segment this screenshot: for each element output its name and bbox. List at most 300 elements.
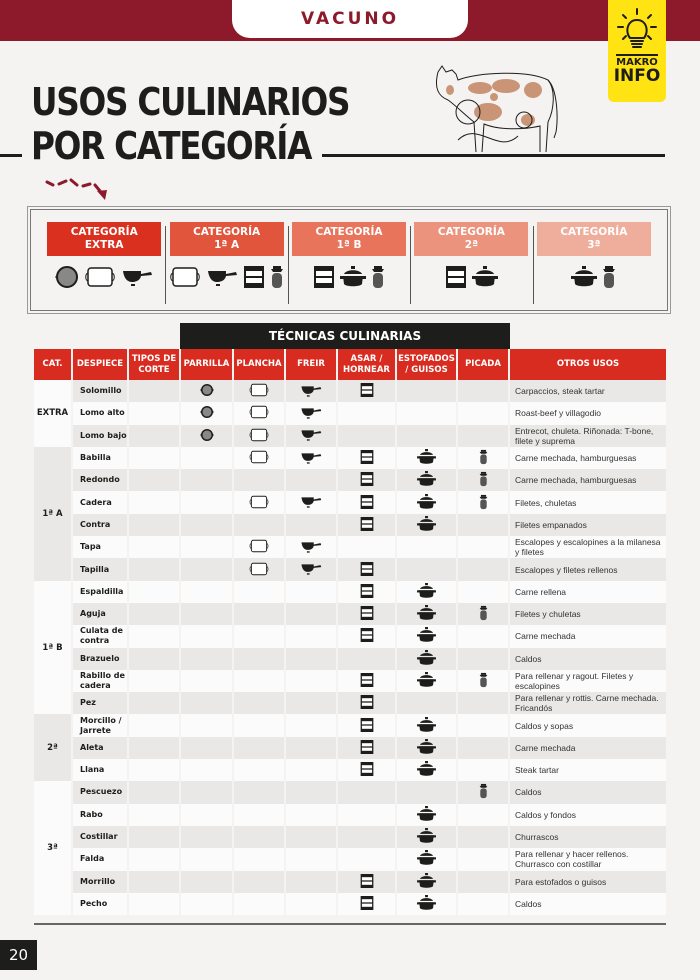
freir-cell <box>285 402 337 424</box>
estofados-cell <box>396 648 457 670</box>
despiece-cell: Tapa <box>72 536 128 558</box>
pot-icon <box>417 516 436 532</box>
despiece-cell: Rabo <box>72 804 128 826</box>
mincer-icon <box>479 449 488 465</box>
col-despiece: DESPIECE <box>72 349 128 380</box>
pot-icon <box>417 873 436 889</box>
asar-cell <box>337 714 396 736</box>
tipos-corte-cell <box>128 893 180 915</box>
asar-cell <box>337 536 396 558</box>
oven-icon <box>243 265 265 289</box>
plancha-cell <box>233 625 285 647</box>
otros-usos-cell: Caldos y sopas <box>509 714 666 736</box>
pot-icon <box>417 672 436 688</box>
parrilla-cell <box>180 402 233 424</box>
otros-usos-cell: Carne mechada <box>509 737 666 759</box>
otros-usos-cell: Para rellenar y rottis. Carne mechada. Fricandós <box>509 692 666 714</box>
estofados-cell <box>396 759 457 781</box>
plancha-cell <box>233 447 285 469</box>
freir-cell <box>285 603 337 625</box>
tipos-corte-cell <box>128 670 180 692</box>
plancha-cell <box>233 714 285 736</box>
picada-cell <box>457 692 509 714</box>
page-title-line2: POR CATEGORÍA <box>31 124 312 168</box>
picada-cell <box>457 625 509 647</box>
plancha-cell <box>233 491 285 513</box>
asar-cell <box>337 558 396 580</box>
estofados-cell <box>396 871 457 893</box>
estofados-cell <box>396 447 457 469</box>
freir-cell <box>285 447 337 469</box>
pot-icon <box>417 739 436 755</box>
oven-icon <box>360 761 374 777</box>
griddle-icon <box>248 450 270 464</box>
freir-cell <box>285 625 337 647</box>
otros-usos-cell: Churrascos <box>509 826 666 848</box>
parrilla-cell <box>180 491 233 513</box>
estofados-cell <box>396 402 457 424</box>
tipos-corte-cell <box>128 714 180 736</box>
picada-cell <box>457 447 509 469</box>
picada-cell <box>457 804 509 826</box>
tecnicas-culinarias-header: TÉCNICAS CULINARIAS <box>180 323 510 349</box>
tipos-corte-cell <box>128 692 180 714</box>
tipos-corte-cell <box>128 737 180 759</box>
freir-cell <box>285 826 337 848</box>
otros-usos-cell: Escalopes y filetes rellenos <box>509 558 666 580</box>
asar-cell <box>337 402 396 424</box>
table-row <box>34 558 666 580</box>
table-row <box>34 692 666 714</box>
tipos-corte-cell <box>128 826 180 848</box>
pot-icon <box>417 471 436 487</box>
parrilla-cell <box>180 737 233 759</box>
freir-cell <box>285 514 337 536</box>
freir-cell <box>285 804 337 826</box>
oven-icon <box>360 605 374 621</box>
freir-cell <box>285 893 337 915</box>
category-cell: 3ª <box>34 781 72 915</box>
freir-cell <box>285 469 337 491</box>
despiece-cell: Brazuelo <box>72 648 128 670</box>
asar-cell <box>337 491 396 513</box>
table-row <box>34 759 666 781</box>
tipos-corte-cell <box>128 491 180 513</box>
table-row <box>34 380 666 402</box>
tipos-corte-cell <box>128 603 180 625</box>
picada-cell <box>457 848 509 870</box>
picada-cell <box>457 871 509 893</box>
pot-icon <box>417 895 436 911</box>
pot-icon <box>571 266 597 288</box>
table-bottom-rule <box>34 923 666 925</box>
oven-icon <box>360 471 374 487</box>
estofados-cell <box>396 581 457 603</box>
parrilla-cell <box>180 648 233 670</box>
picada-cell <box>457 603 509 625</box>
griddle-icon <box>248 383 270 397</box>
table-row <box>34 603 666 625</box>
plancha-cell <box>233 558 285 580</box>
asar-cell <box>337 603 396 625</box>
makro-info-badge <box>608 0 666 102</box>
freir-cell <box>285 714 337 736</box>
freir-cell <box>285 871 337 893</box>
frying-pan-icon <box>300 405 322 420</box>
freir-cell <box>285 781 337 803</box>
parrilla-cell <box>180 871 233 893</box>
table-row <box>34 514 666 536</box>
griddle-icon <box>248 495 270 509</box>
page-number: 20 <box>0 940 37 970</box>
freir-cell <box>285 581 337 603</box>
otros-usos-cell: Filetes empanados <box>509 514 666 536</box>
despiece-cell: Babilla <box>72 447 128 469</box>
oven-icon <box>360 382 374 398</box>
estofados-cell <box>396 893 457 915</box>
tipos-corte-cell <box>128 648 180 670</box>
asar-cell <box>337 848 396 870</box>
pot-icon <box>417 605 436 621</box>
plancha-cell <box>233 759 285 781</box>
category-cell: EXTRA <box>34 380 72 447</box>
mincer-icon <box>270 265 284 289</box>
asar-cell <box>337 692 396 714</box>
plancha-cell <box>233 648 285 670</box>
plancha-cell <box>233 692 285 714</box>
mincer-icon <box>479 494 488 510</box>
despiece-cell: Cadera <box>72 491 128 513</box>
oven-icon <box>360 717 374 733</box>
table-row <box>34 469 666 491</box>
despiece-cell: Culata de contra <box>72 625 128 647</box>
otros-usos-cell: Carne mechada, hamburguesas <box>509 469 666 491</box>
freir-cell <box>285 425 337 447</box>
oven-icon <box>445 265 467 289</box>
decorative-arrow-dashes <box>45 176 115 206</box>
griddle-icon <box>169 266 201 288</box>
table-row <box>34 781 666 803</box>
despiece-cell: Morrillo <box>72 871 128 893</box>
culinary-uses-table <box>34 349 666 915</box>
freir-cell <box>285 692 337 714</box>
parrilla-cell <box>180 380 233 402</box>
asar-cell <box>337 581 396 603</box>
otros-usos-cell: Para rellenar y ragout. Filetes y escalopines <box>509 670 666 692</box>
griddle-icon <box>84 266 116 288</box>
col-plancha: PLANCHA <box>233 349 285 380</box>
pot-icon <box>417 449 436 465</box>
otros-usos-cell: Caldos <box>509 781 666 803</box>
plancha-cell <box>233 871 285 893</box>
plancha-cell <box>233 781 285 803</box>
despiece-cell: Falda <box>72 848 128 870</box>
col-estofados: ESTOFADOS / GUISOS <box>396 349 457 380</box>
asar-cell <box>337 425 396 447</box>
despiece-cell: Rabillo de cadera <box>72 670 128 692</box>
category-2 <box>410 222 532 310</box>
category-label: CATEGORÍA 1ª B <box>292 222 406 256</box>
despiece-cell: Solomillo <box>72 380 128 402</box>
picada-cell <box>457 714 509 736</box>
tipos-corte-cell <box>128 402 180 424</box>
otros-usos-cell: Filetes y chuletas <box>509 603 666 625</box>
estofados-cell <box>396 692 457 714</box>
tipos-corte-cell <box>128 447 180 469</box>
frying-pan-icon <box>300 383 322 398</box>
parrilla-cell <box>180 581 233 603</box>
category-extra <box>43 222 165 310</box>
parrilla-cell <box>180 714 233 736</box>
picada-cell <box>457 781 509 803</box>
table-row <box>34 737 666 759</box>
estofados-cell <box>396 514 457 536</box>
otros-usos-cell: Caldos <box>509 648 666 670</box>
freir-cell <box>285 380 337 402</box>
estofados-cell <box>396 826 457 848</box>
despiece-cell: Lomo bajo <box>72 425 128 447</box>
asar-cell <box>337 469 396 491</box>
category-cell: 2ª <box>34 714 72 781</box>
pot-icon <box>417 583 436 599</box>
tipos-corte-cell <box>128 469 180 491</box>
plancha-cell <box>233 848 285 870</box>
table-row <box>34 447 666 469</box>
col-freir: FREIR <box>285 349 337 380</box>
despiece-cell: Tapilla <box>72 558 128 580</box>
pot-icon <box>417 494 436 510</box>
lightbulb-icon <box>617 8 657 50</box>
asar-cell <box>337 759 396 781</box>
pot-icon <box>417 650 436 666</box>
tipos-corte-cell <box>128 425 180 447</box>
grill-icon <box>200 383 214 397</box>
parrilla-cell <box>180 425 233 447</box>
picada-cell <box>457 514 509 536</box>
asar-cell <box>337 871 396 893</box>
asar-cell <box>337 737 396 759</box>
otros-usos-cell: Para estofados o guisos <box>509 871 666 893</box>
tipos-corte-cell <box>128 581 180 603</box>
table-row <box>34 826 666 848</box>
pot-icon <box>417 850 436 866</box>
category-label: CATEGORÍA 1ª A <box>170 222 284 256</box>
parrilla-cell <box>180 692 233 714</box>
picada-cell <box>457 648 509 670</box>
table-row <box>34 491 666 513</box>
asar-cell <box>337 447 396 469</box>
parrilla-cell <box>180 759 233 781</box>
category-cell: 1ª B <box>34 581 72 715</box>
oven-icon <box>360 494 374 510</box>
asar-cell <box>337 648 396 670</box>
tipos-corte-cell <box>128 871 180 893</box>
otros-usos-cell: Steak tartar <box>509 759 666 781</box>
freir-cell <box>285 737 337 759</box>
table-header-row <box>34 349 666 380</box>
estofados-cell <box>396 670 457 692</box>
estofados-cell <box>396 603 457 625</box>
parrilla-cell <box>180 447 233 469</box>
parrilla-cell <box>180 804 233 826</box>
oven-icon <box>360 449 374 465</box>
pot-icon <box>472 266 498 288</box>
despiece-cell: Contra <box>72 514 128 536</box>
griddle-icon <box>248 428 270 442</box>
oven-icon <box>360 739 374 755</box>
tipos-corte-cell <box>128 514 180 536</box>
table-row <box>34 848 666 870</box>
table-row <box>34 714 666 736</box>
freir-cell <box>285 670 337 692</box>
category-3 <box>533 222 655 310</box>
despiece-cell: Pescuezo <box>72 781 128 803</box>
griddle-icon <box>248 405 270 419</box>
parrilla-cell <box>180 603 233 625</box>
category-1a <box>165 222 287 310</box>
oven-icon <box>360 672 374 688</box>
table-row <box>34 871 666 893</box>
tipos-corte-cell <box>128 380 180 402</box>
parrilla-cell <box>180 781 233 803</box>
plancha-cell <box>233 380 285 402</box>
tipos-corte-cell <box>128 781 180 803</box>
otros-usos-cell: Caldos <box>509 893 666 915</box>
estofados-cell <box>396 536 457 558</box>
frying-pan-icon <box>300 494 322 509</box>
table-row <box>34 425 666 447</box>
otros-usos-cell: Caldos y fondos <box>509 804 666 826</box>
pot-icon <box>417 717 436 733</box>
otros-usos-cell: Filetes, chuletas <box>509 491 666 513</box>
otros-usos-cell: Carne mechada, hamburguesas <box>509 447 666 469</box>
picada-cell <box>457 737 509 759</box>
page-title <box>31 80 349 168</box>
otros-usos-cell: Entrecot, chuleta. Riñonada: T-bone, filete y suprema <box>509 425 666 447</box>
despiece-cell: Costillar <box>72 826 128 848</box>
table-row <box>34 648 666 670</box>
asar-cell <box>337 670 396 692</box>
grill-icon <box>55 265 79 289</box>
frying-pan-icon <box>121 266 153 288</box>
freir-cell <box>285 491 337 513</box>
oven-icon <box>360 694 374 710</box>
badge-line1: MAKRO <box>616 54 658 68</box>
grill-icon <box>200 428 214 442</box>
estofados-cell <box>396 804 457 826</box>
asar-cell <box>337 514 396 536</box>
picada-cell <box>457 536 509 558</box>
frying-pan-icon <box>300 427 322 442</box>
despiece-cell: Lomo alto <box>72 402 128 424</box>
category-label: CATEGORÍA 3ª <box>537 222 651 256</box>
grill-icon <box>200 405 214 419</box>
col-otros-usos: OTROS USOS <box>509 349 666 380</box>
category-legend <box>30 209 668 311</box>
freir-cell <box>285 558 337 580</box>
col-cat: CAT. <box>34 349 72 380</box>
category-cell: 1ª A <box>34 447 72 581</box>
estofados-cell <box>396 558 457 580</box>
parrilla-cell <box>180 558 233 580</box>
plancha-cell <box>233 536 285 558</box>
asar-cell <box>337 804 396 826</box>
picada-cell <box>457 425 509 447</box>
section-tab <box>232 0 468 38</box>
frying-pan-icon <box>300 561 322 576</box>
griddle-icon <box>248 562 270 576</box>
col-parrilla: PARRILLA <box>180 349 233 380</box>
picada-cell <box>457 759 509 781</box>
section-tab-label: VACUNO <box>300 9 400 29</box>
table-row <box>34 625 666 647</box>
tipos-corte-cell <box>128 558 180 580</box>
cow-illustration <box>428 60 573 158</box>
freir-cell <box>285 759 337 781</box>
picada-cell <box>457 402 509 424</box>
estofados-cell <box>396 491 457 513</box>
oven-icon <box>360 516 374 532</box>
mincer-icon <box>479 471 488 487</box>
despiece-cell: Llana <box>72 759 128 781</box>
asar-cell <box>337 826 396 848</box>
freir-cell <box>285 648 337 670</box>
parrilla-cell <box>180 670 233 692</box>
frying-pan-icon <box>300 539 322 554</box>
tipos-corte-cell <box>128 848 180 870</box>
picada-cell <box>457 491 509 513</box>
oven-icon <box>360 561 374 577</box>
plancha-cell <box>233 737 285 759</box>
estofados-cell <box>396 781 457 803</box>
title-rule-left <box>0 154 22 157</box>
picada-cell <box>457 670 509 692</box>
tipos-corte-cell <box>128 625 180 647</box>
plancha-cell <box>233 581 285 603</box>
otros-usos-cell: Carpaccios, steak tartar <box>509 380 666 402</box>
estofados-cell <box>396 737 457 759</box>
table-row <box>34 804 666 826</box>
table-row <box>34 581 666 603</box>
category-1b <box>288 222 410 310</box>
estofados-cell <box>396 848 457 870</box>
plancha-cell <box>233 826 285 848</box>
badge-line2: INFO <box>613 66 661 86</box>
picada-cell <box>457 380 509 402</box>
picada-cell <box>457 558 509 580</box>
asar-cell <box>337 625 396 647</box>
col-picada: PICADA <box>457 349 509 380</box>
pot-icon <box>417 828 436 844</box>
otros-usos-cell: Escalopes y escalopines a la milanesa y filetes <box>509 536 666 558</box>
frying-pan-icon <box>206 266 238 288</box>
tipos-corte-cell <box>128 759 180 781</box>
col-tipos-corte: TIPOS DE CORTE <box>128 349 180 380</box>
oven-icon <box>360 627 374 643</box>
table-row <box>34 670 666 692</box>
estofados-cell <box>396 380 457 402</box>
plancha-cell <box>233 603 285 625</box>
parrilla-cell <box>180 625 233 647</box>
parrilla-cell <box>180 469 233 491</box>
griddle-icon <box>248 539 270 553</box>
estofados-cell <box>396 714 457 736</box>
despiece-cell: Pez <box>72 692 128 714</box>
pot-icon <box>417 761 436 777</box>
page-title-line1: USOS CULINARIOS <box>31 80 350 124</box>
category-label: CATEGORÍA EXTRA <box>47 222 161 256</box>
picada-cell <box>457 469 509 491</box>
